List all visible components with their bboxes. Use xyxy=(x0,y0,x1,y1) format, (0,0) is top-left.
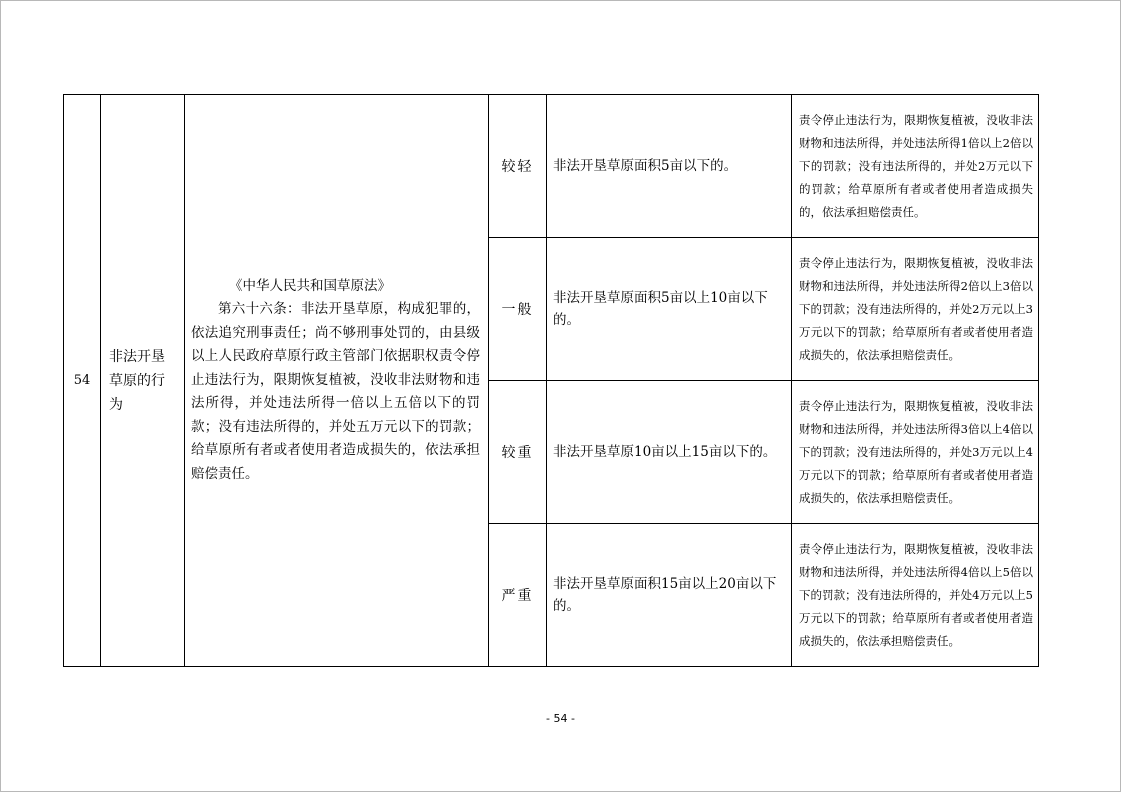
law-article: 第六十六条：非法开垦草原，构成犯罪的，依法追究刑事责任；尚不够刑事处罚的，由县级以上人民政府草原行政主管部门依据职权责令停止违法行为，限期恢复植被，没收非法财物和违法所得，并处违法所得一倍以上五倍以下的罚款；没有违法所得的，并处五万元以下的罚款；给草原所有者或者使用者造成损失的，依法承担赔偿责任。 xyxy=(191,301,480,482)
table-row xyxy=(64,95,1039,238)
violation-condition-cell xyxy=(547,95,792,238)
violation-condition: 非法开垦草原面积5亩以上10亩以下的。 xyxy=(553,290,768,328)
penalty-standard-table xyxy=(63,94,1039,667)
penalty-text: 责令停止违法行为，限期恢复植被，没收非法财物和违法所得，并处违法所得3倍以上4倍以下的罚款；没有违法所得的，并处3万元以上4万元以下的罚款；给草原所有者或者使用者造成损失的，依法承担赔偿责任。 xyxy=(799,398,1033,505)
penalty-text: 责令停止违法行为，限期恢复植被，没收非法财物和违法所得，并处违法所得1倍以上2倍以下的罚款；没有违法所得的，并处2万元以下的罚款；给草原所有者或者使用者造成损失的，依法承担赔偿责任。 xyxy=(799,112,1033,219)
violation-condition-cell xyxy=(547,381,792,524)
penalty-cell xyxy=(792,95,1039,238)
law-title: 《中华人民共和国草原法》 xyxy=(229,277,391,294)
violation-condition: 非法开垦草原面积5亩以下的。 xyxy=(553,158,738,174)
entry-number: 54 xyxy=(64,95,101,667)
penalty-cell xyxy=(792,381,1039,524)
severity-level: 较重 xyxy=(489,381,547,524)
violation-act-cell xyxy=(101,95,185,667)
penalty-cell xyxy=(792,524,1039,667)
penalty-text: 责令停止违法行为，限期恢复植被，没收非法财物和违法所得，并处违法所得4倍以上5倍以下的罚款；没有违法所得的，并处4万元以上5万元以下的罚款；给草原所有者或者使用者造成损失的，依法承担赔偿责任。 xyxy=(799,541,1033,648)
violation-condition: 非法开垦草原面积15亩以上20亩以下的。 xyxy=(553,576,777,614)
legal-basis-cell xyxy=(185,95,489,667)
severity-level: 严重 xyxy=(489,524,547,667)
penalty-cell xyxy=(792,238,1039,381)
violation-act: 非法开垦草原的行为 xyxy=(109,348,165,413)
violation-condition: 非法开垦草原10亩以上15亩以下的。 xyxy=(553,444,777,460)
severity-level: 较轻 xyxy=(489,95,547,238)
severity-level: 一般 xyxy=(489,238,547,381)
violation-condition-cell xyxy=(547,524,792,667)
violation-condition-cell xyxy=(547,238,792,381)
penalty-text: 责令停止违法行为，限期恢复植被，没收非法财物和违法所得，并处违法所得2倍以上3倍以下的罚款；没有违法所得的，并处2万元以上3万元以下的罚款；给草原所有者或者使用者造成损失的，依法承担赔偿责任。 xyxy=(799,255,1033,362)
page-number: - 54 - xyxy=(546,712,575,725)
